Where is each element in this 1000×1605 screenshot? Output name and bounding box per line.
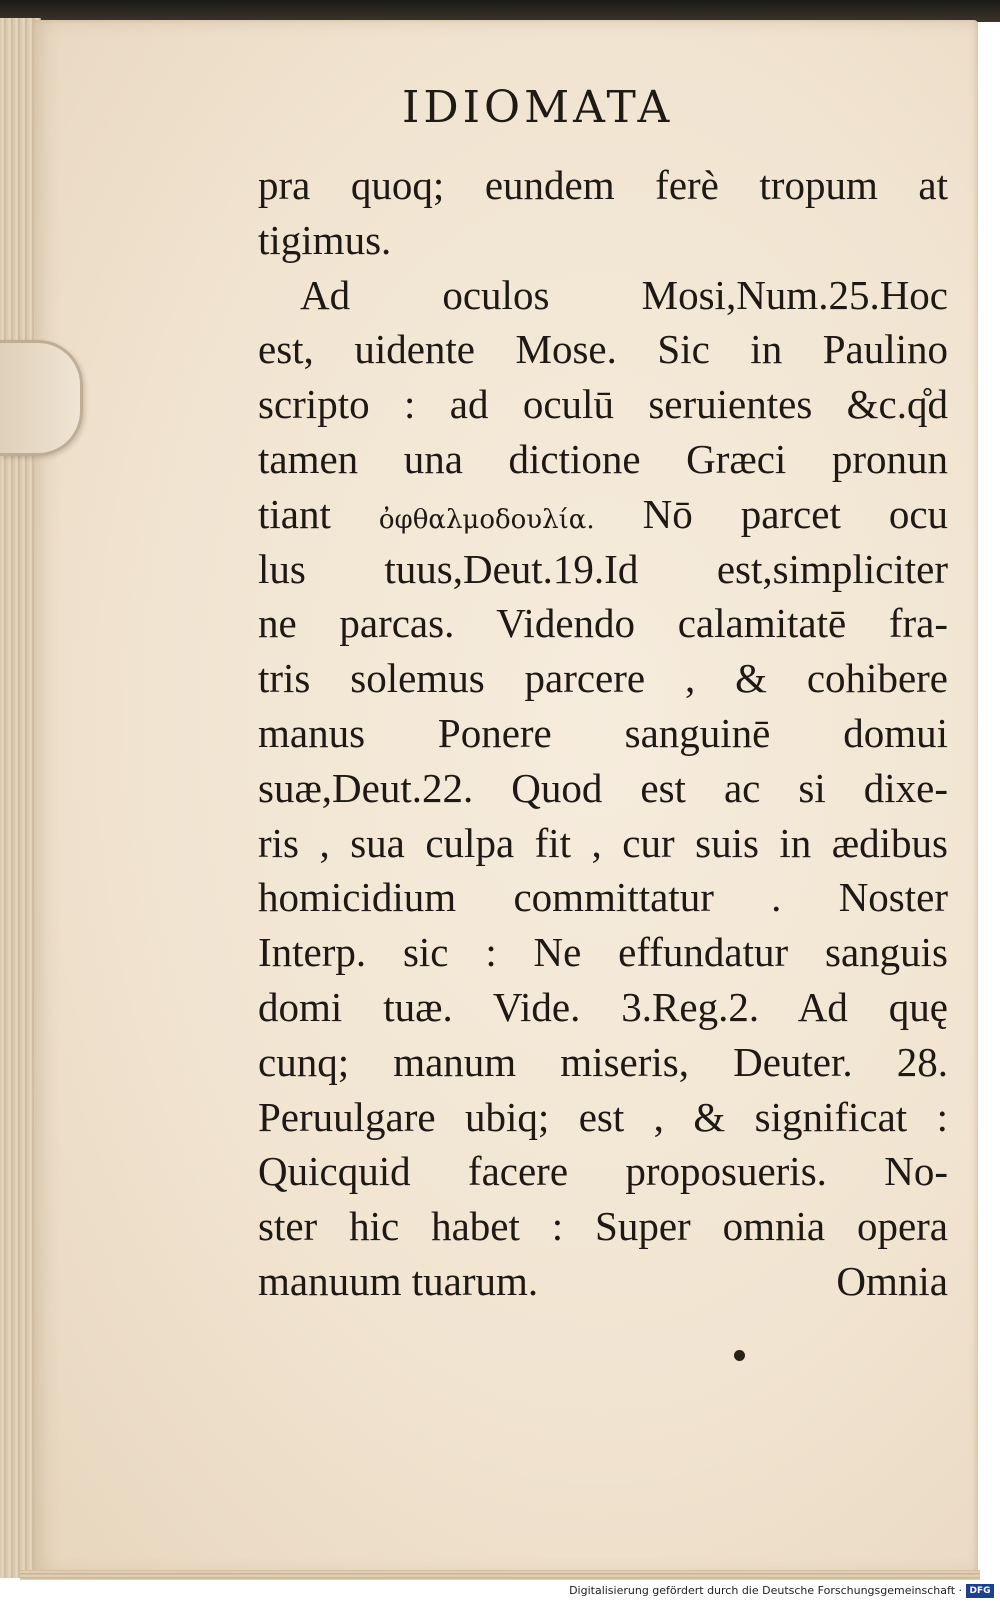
text-line: tris solemus parcere , & cohibere — [258, 655, 948, 702]
text-fragment: tiant — [258, 490, 331, 537]
text-line: ne parcas. Videndo calamitatē fra- — [258, 600, 948, 647]
last-line — [258, 1254, 948, 1309]
text-line: ster hic habet : Super omnia opera — [258, 1203, 948, 1250]
text-line: suæ,Deut.22. Quod est ac si dixe- — [258, 764, 948, 811]
text-line: Peruulgare ubiq; est , & significat : — [258, 1093, 948, 1140]
text-line: Interp. sic : Ne effundatur sanguis — [258, 929, 948, 976]
text-line: scripto : ad oculū seruientes &c.q̊d — [258, 381, 948, 428]
digitization-credit: Digitalisierung gefördert durch die Deutsche Forschungsgemeinschaft · — [569, 1584, 962, 1597]
text-fragment: Nō parcet ocu — [642, 490, 949, 537]
text-line: tigimus. — [258, 216, 392, 263]
text-line: domi tuæ. Vide. 3.Reg.2. Ad quę — [258, 983, 948, 1030]
running-head: IDIOMATA — [402, 82, 674, 133]
text-line: lus tuus,Deut.19.Id est,simpliciter — [258, 545, 948, 592]
text-line-with-greek — [258, 487, 948, 542]
text-line: pra quoq; eundem ferè tropum at — [258, 162, 948, 208]
ink-spot — [734, 1350, 745, 1361]
text-line: tamen una dictione Græci pronun — [258, 435, 948, 482]
text-line: manuum tuarum. — [258, 1257, 539, 1304]
text-line: homicidium committatur . Noster — [258, 874, 948, 921]
text-line: Quicquid facere proposueris. No- — [258, 1148, 948, 1195]
catchword: Omnia — [836, 1257, 948, 1304]
greek-word: ὀφθαλμοδουλία. — [378, 504, 595, 535]
text-line: Ad oculos Mosi,Num.25.Hoc — [300, 271, 948, 318]
text-line: est, uidente Mose. Sic in Paulino — [258, 326, 948, 373]
bottom-page-edges — [20, 1570, 980, 1580]
body-text — [258, 158, 948, 1309]
text-line: ris , sua culpa fit , cur suis in ædibus — [258, 819, 948, 866]
dfg-logo: DFG — [966, 1584, 994, 1598]
book-clasp — [0, 340, 83, 456]
text-line: cunq; manum miseris, Deuter. 28. — [258, 1038, 948, 1085]
text-line: manus Ponere sanguinē domui — [258, 709, 948, 756]
scanner-edge — [0, 0, 1000, 22]
